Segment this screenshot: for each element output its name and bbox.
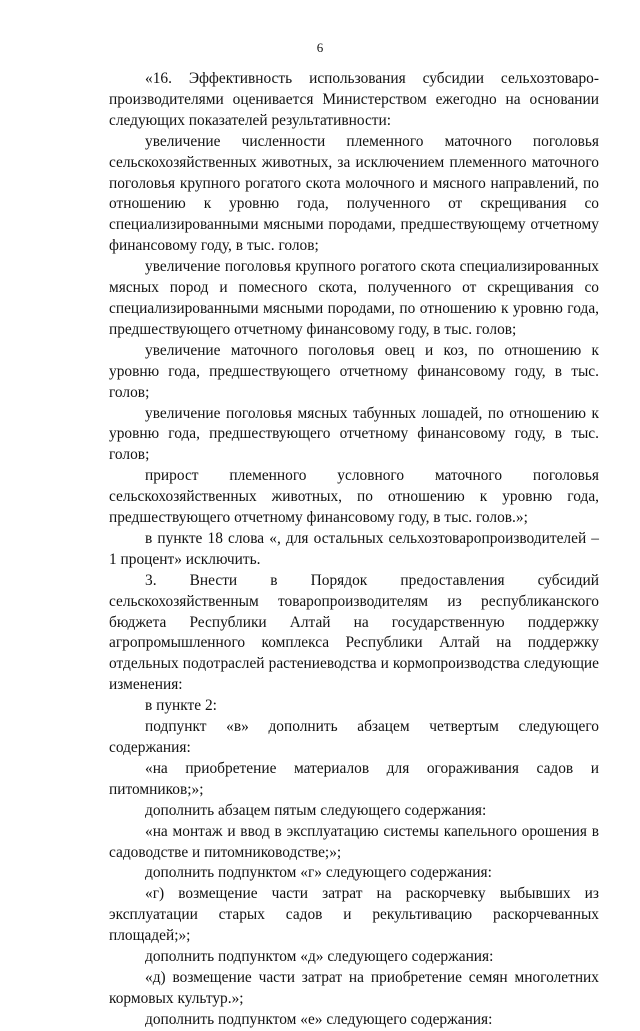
- paragraph-indicator-breeding-growth: прирост племенного условного маточного поголовья сельскохозяйственных животных, по отношению к уровню года, предшествующего отчетному финансовому году, в тыс. голов.»;: [109, 467, 599, 527]
- paragraph-clause-18-amendment: в пункте 18 слова «, для остальных сельхозтоваропроизводителей – 1 процент» исключить.: [109, 529, 599, 568]
- paragraph-clause-16-intro: «16. Эффективность использования субсидии сельхозтоваро-производителями оценивается Министерством ежегодно на основании следующих показателей результативности:: [109, 70, 599, 129]
- paragraph-quote-subclause-d: «д) возмещение части затрат на приобретение семян многолетних кормовых культур.»;: [109, 968, 599, 1007]
- paragraph-add-subclause-g: дополнить подпунктом «г» следующего содержания:: [145, 864, 492, 882]
- paragraph-add-subclause-d: дополнить подпунктом «д» следующего содержания:: [145, 948, 494, 966]
- paragraph-indicator-sheep-goats: увеличение маточного поголовья овец и коз, по отношению к уровню года, предшествующего отчетному финансовому году, в тыс. голов;: [109, 341, 599, 401]
- paragraph-subclause-v: подпункт «в» дополнить абзацем четвертым следующего содержания:: [109, 718, 599, 756]
- paragraph-quote-fencing: «на приобретение материалов для огораживания садов и питомников;»;: [109, 759, 599, 798]
- paragraph-quote-subclause-g: «г) возмещение части затрат на раскорчевку выбывших из эксплуатации старых садов и рекультивацию раскорчеванных площадей;»;: [109, 885, 599, 945]
- paragraph-clause-2: в пункте 2:: [145, 697, 217, 715]
- paragraph-add-subclause-e: дополнить подпунктом «е» следующего содержания:: [145, 1010, 493, 1028]
- paragraph-indicator-horses: увеличение поголовья мясных табунных лошадей, по отношению к уровню года, предшествующего отчетному финансовому году, в тыс. голов;: [109, 404, 599, 464]
- paragraph-section-3-intro: 3. Внести в Порядок предоставления субсидий сельскохозяйственным товаропроизводителям из республиканского бюджета Республики Алтай на государственную поддержку агропромышленного комплекса Республики Алтай на поддержку отдельных подотраслей растениеводства и кормопроизводства следующие изменения:: [109, 571, 599, 694]
- page-number: 6: [316, 40, 324, 55]
- paragraph-quote-drip-irrigation: «на монтаж и ввод в эксплуатацию системы капельного орошения в садоводстве и питомниководстве;»;: [109, 822, 599, 861]
- paragraph-add-fifth: дополнить абзацем пятым следующего содержания:: [145, 801, 487, 819]
- paragraph-indicator-breeding-livestock: увеличение численности племенного маточного поголовья сельскохозяйственных животных, за исключением племенного маточного поголовья крупного рогатого скота молочного и мясного направлений, по отношению к уровню года, полученного от скрещивания со специализированными мясными породами, предшествующему отчетному финансовому году, в тыс. голов;: [109, 132, 599, 255]
- document-body: [109, 69, 599, 1031]
- paragraph-indicator-beef-cattle: увеличение поголовья крупного рогатого скота специализированных мясных пород и помесного скота, полученного от скрещивания со специализированными мясными породами, по отношению к уровню года, предшествующего отчетному финансовому году, в тыс. голов;: [109, 258, 599, 338]
